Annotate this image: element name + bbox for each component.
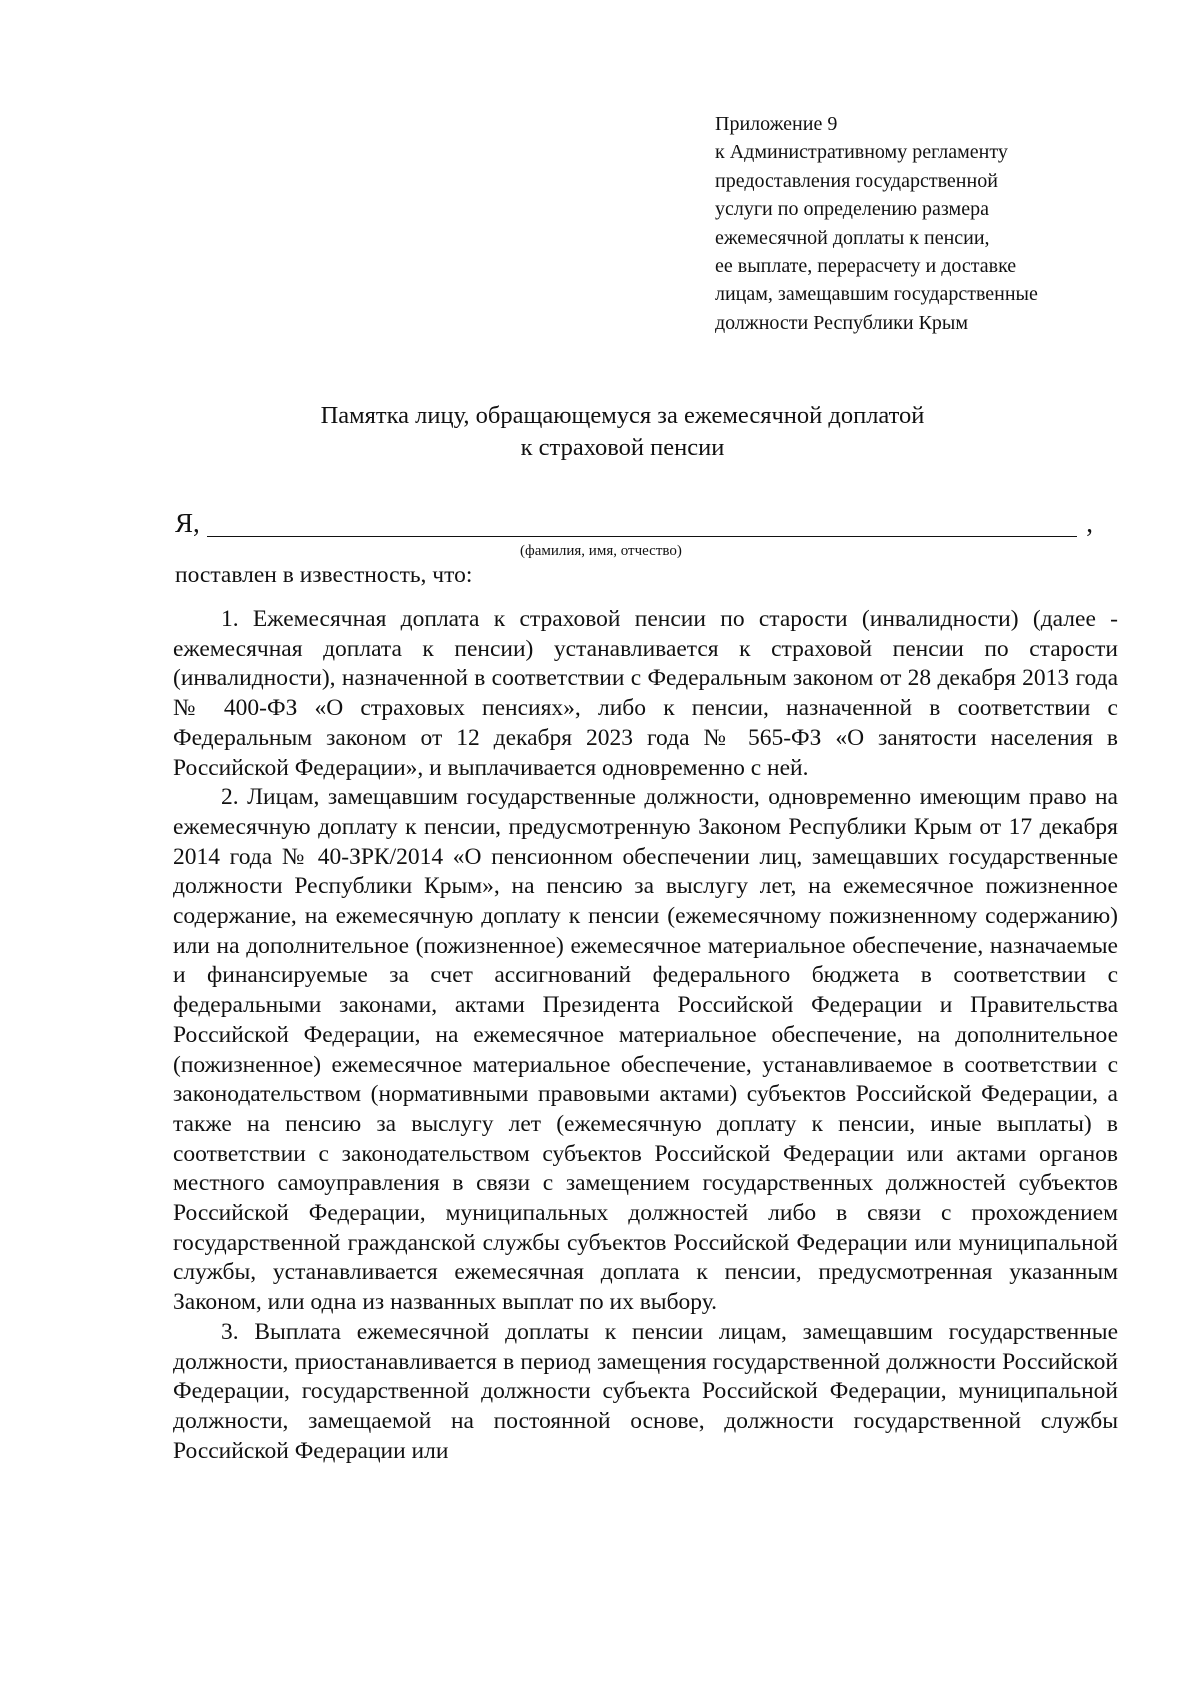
paragraph-2: 2. Лицам, замещавшим государственные должности, одновременно имеющим право на ежемесячную доплату к пенсии, предусмотренную Законом Республики Крым от 17 декабря 2014 года № 40-ЗРК/2014 «О пенсионном обеспечении лиц, замещавших государственные должности Республики Крым», на пенсию за выслугу лет, на ежемесячное пожизненное содержание, на ежемесячную доплату к пенсии (ежемесячному пожизненному содержанию) или на дополнительное (пожизненное) ежемесячное материальное обеспечение, назначаемые и финансируемые за счет ассигнований федерального бюджета в соответствии с федеральными законами, актами Президента Российской Федерации и Правительства Российской Федерации, на ежемесячное материальное обеспечение, на дополнительное (пожизненное) ежемесячное материальное обеспечение, устанавливаемое в соответствии с законодательством (нормативными правовыми актами) субъектов Российской Федерации, а также на пенсию за выслугу лет (ежемесячную доплату к пенсии, иные выплаты) в соответствии с законодательством субъектов Российской Федерации или актами органов местного самоуправления в связи с замещением государственных должностей субъектов Российской Федерации, муниципальных должностей либо в связи с прохождением государственной гражданской службы субъектов Российской Федерации или муниципальной службы, устанавливается ежемесячная доплата к пенсии, предусмотренная указанным Законом, или одна из названных выплат по их выбору. [173,784,1118,1316]
appendix-line: Приложение 9 [715,113,838,135]
appendix-line: предоставления государственной [715,169,998,192]
appendix-line: к Административному регламенту [715,141,1008,164]
appendix-line: ежемесячной доплаты к пенсии, [715,226,990,249]
name-fill-line [207,536,1077,537]
appendix-line: ее выплате, перерасчету и доставке [715,255,1017,278]
title-line-1: Памятка лицу, обращающемуся за ежемесячной доплатой [320,402,925,429]
name-field-row [175,505,1095,545]
appendix-block [715,110,1175,337]
appendix-line: должности Республики Крым [715,311,968,334]
name-suffix: , [1086,508,1093,538]
document-body [173,605,1118,1466]
paragraph-1: 1. Ежемесячная доплата к страховой пенсии по старости (инвалидности) (далее - ежемесячная доплата к пенсии) устанавливается к страховой пенсии по старости (инвалидности), назначенной в соответствии с Федеральным законом от 28 декабря 2013 года № 400-ФЗ «О страховых пенсиях», либо к пенсии, назначенной в соответствии с Федеральным законом от 12 декабря 2023 года № 565-ФЗ «О занятости населения в Российской Федерации», и выплачивается одновременно с ней. [173,606,1118,781]
paragraph-3: 3. Выплата ежемесячной доплаты к пенсии лицам, замещавшим государственные должности, приостанавливается в период замещения государственной должности Российской Федерации, государственной должности субъекта Российской Федерации, муниципальной должности, замещаемой на постоянной основе, должности государственной службы Российской Федерации или [173,1318,1118,1464]
name-field-caption: (фамилия, имя, отчество) [520,543,682,559]
title-line-2: к страховой пенсии [520,434,725,461]
appendix-line: услуги по определению размера [715,198,989,221]
name-prefix: Я, [175,508,200,538]
document-title [200,400,1045,464]
lead-sentence: поставлен в известность, что: [175,562,473,588]
appendix-line: лицам, замещавшим государственные [715,283,1038,306]
